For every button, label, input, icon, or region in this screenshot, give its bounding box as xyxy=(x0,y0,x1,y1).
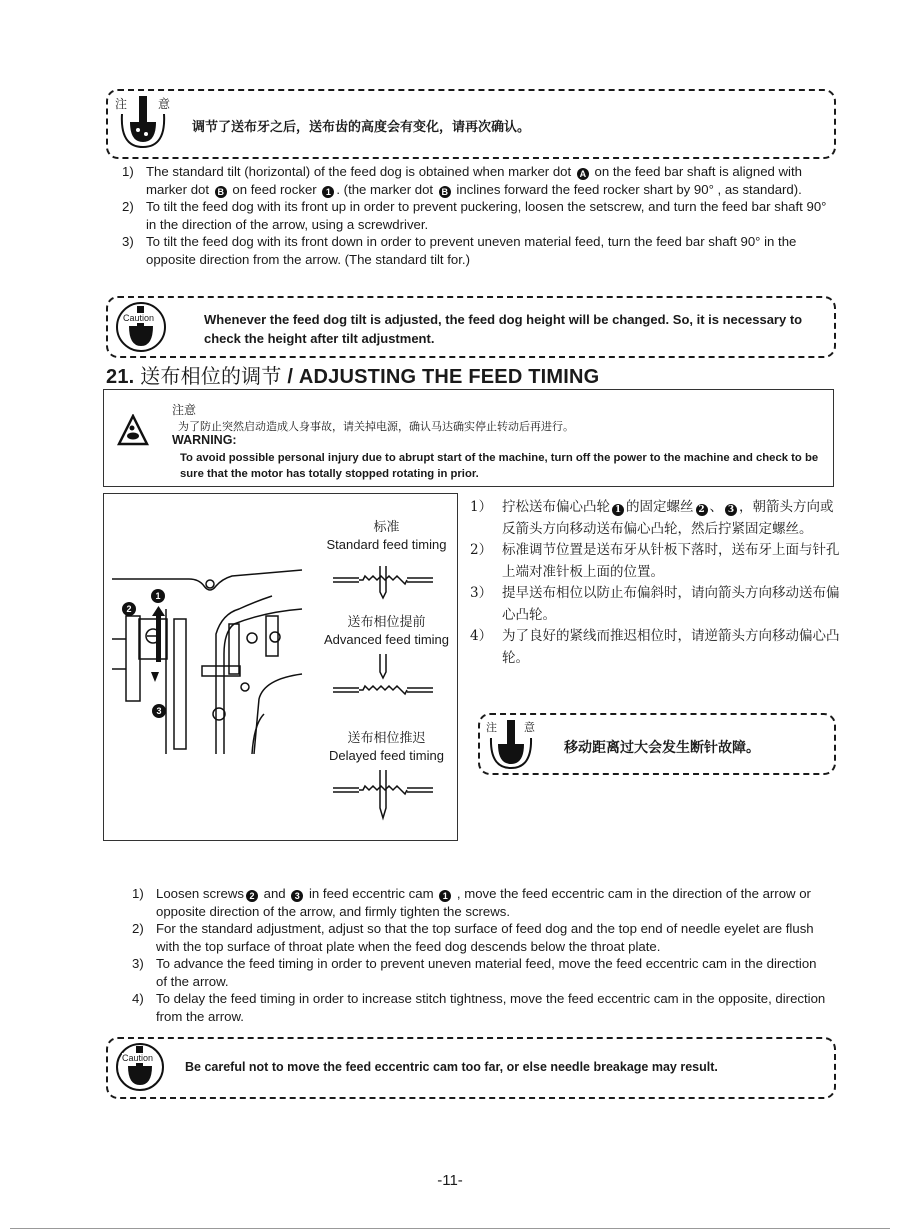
attention-hand-icon xyxy=(112,92,174,152)
callout-1: 1 xyxy=(439,890,451,902)
callout-1: 1 xyxy=(322,186,334,198)
advanced-timing-label: 送布相位提前 Advanced feed timing xyxy=(323,615,450,647)
list-item: 3) To advance the feed timing in order to prevent uneven material feed, move the feed eccentric cam in the direction of the arrow. xyxy=(132,956,817,989)
caution-hand-icon xyxy=(113,1040,167,1094)
callout-1: 1 xyxy=(151,589,165,603)
standard-timing-diagram xyxy=(329,564,439,600)
warning-text-zh: 为了防止突然启动造成人身事故，请关掉电源，确认马达确实停止转动后再进行。 xyxy=(178,420,574,433)
warning-heading-zh: 注意 xyxy=(172,403,197,417)
tilt-steps-list xyxy=(120,163,832,268)
warning-box xyxy=(103,389,834,487)
list-item: 1) Loosen screws 2 and 3 in feed eccentric cam 1 , move the feed eccentric cam in the direction of the arrow or opposite direction of the arrow, and firmly tighten the screws. xyxy=(132,886,811,919)
warning-triangle-icon xyxy=(117,414,149,446)
caution-text-tilt: Whenever the feed dog tilt is adjusted, the feed dog height will be changed. So, it is necessary to check the height after tilt adjustment. xyxy=(204,312,803,346)
list-item: 4) To delay the feed timing in order to increase stitch tightness, move the feed eccentric cam in the opposite, direction from the arrow. xyxy=(132,991,826,1024)
top-note-text: 调节了送布牙之后，送布齿的高度会有变化，请再次确认。 xyxy=(192,120,531,135)
callout-1: 1 xyxy=(612,504,624,516)
delayed-timing-diagram xyxy=(329,768,439,824)
caution-icon-label: Caution xyxy=(123,313,155,323)
attention-hand-icon xyxy=(482,716,540,772)
delayed-timing-label: 送布相位推迟 Delayed feed timing xyxy=(329,731,444,763)
list-item: 3） 提早送布相位以防止布偏斜时，请向箭头方向移动送布偏心凸轮。 xyxy=(470,585,840,623)
zh-steps-list xyxy=(470,497,840,669)
list-item: 2) For the standard adjustment, adjust so that the top surface of feed dog and the top end of needle eyelet are flush with the top surface of throat plate when the feed dog descends below the throat plate. xyxy=(132,921,814,954)
list-item: 1） 拧松送布偏心凸轮 1 的固定螺丝 2 、 3 ，朝箭头方向或反箭头方向移动送布偏心凸轮，然后拧紧固定螺丝。 xyxy=(470,499,834,537)
callout-2: 2 xyxy=(246,890,258,902)
warning-text-en: To avoid possible personal injury due to abrupt start of the machine, turn off the power to the machine and check to be sure that the motor has totally stopped rotating in prior. xyxy=(180,452,819,480)
attention-label-right: 意 xyxy=(524,721,535,734)
marker-dot-b: B xyxy=(215,186,227,198)
feed-timing-figure xyxy=(103,493,458,841)
callout-2: 2 xyxy=(122,602,136,616)
attention-label-left: 注 xyxy=(115,97,128,111)
list-item: 2) To tilt the feed dog with its front up in order to prevent puckering, loosen the setscrew, and turn the feed bar shaft 90° in the direction of the arrow, using a screwdriver. xyxy=(122,199,827,232)
warning-heading-en: WARNING: xyxy=(172,433,237,447)
list-item: 1) The standard tilt (horizontal) of the feed dog is obtained when marker dot A on the feed bar shaft is aligned with marker dot B on feed rocker 1 . (the marker dot B inclines forward the feed rocker shart by 90° , as standard). xyxy=(122,164,802,197)
callout-2: 2 xyxy=(696,504,708,516)
callout-3: 3 xyxy=(152,704,166,718)
advanced-timing-diagram xyxy=(329,654,439,698)
standard-timing-label: 标准 Standard feed timing xyxy=(326,520,447,552)
callout-3: 3 xyxy=(291,890,303,902)
caution-icon-label: Caution xyxy=(122,1053,154,1063)
callout-3: 3 xyxy=(725,504,737,516)
list-item: 2） 标准调节位置是送布牙从针板下落时，送布牙上面与针孔上端对准针板上面的位置。 xyxy=(470,542,840,580)
zh-note-text: 移动距离过大会发生断针故障。 xyxy=(564,740,760,756)
marker-dot-a: A xyxy=(577,168,589,180)
marker-dot-b: B xyxy=(439,186,451,198)
feed-mechanism-illustration xyxy=(104,554,304,754)
attention-label-right: 意 xyxy=(158,97,171,111)
list-item: 4） 为了良好的紧线而推迟相位时，请逆箭头方向移动偏心凸轮。 xyxy=(470,628,840,666)
caution-text-cam: Be careful not to move the feed eccentric cam too far, or else needle breakage may result. xyxy=(185,1060,718,1074)
list-item: 3) To tilt the feed dog with its front down in order to prevent uneven material feed, turn the feed bar shaft 90° in the opposite direction from the arrow. (The standard tilt for.) xyxy=(122,234,797,267)
section-title: 21. 送布相位的调节 / ADJUSTING THE FEED TIMING xyxy=(106,364,600,388)
caution-hand-icon xyxy=(113,300,169,354)
page-bottom-rule xyxy=(10,1228,890,1229)
page-number: -11- xyxy=(437,1172,463,1189)
attention-label-left: 注 xyxy=(486,721,497,734)
timing-steps-list xyxy=(130,885,830,1025)
